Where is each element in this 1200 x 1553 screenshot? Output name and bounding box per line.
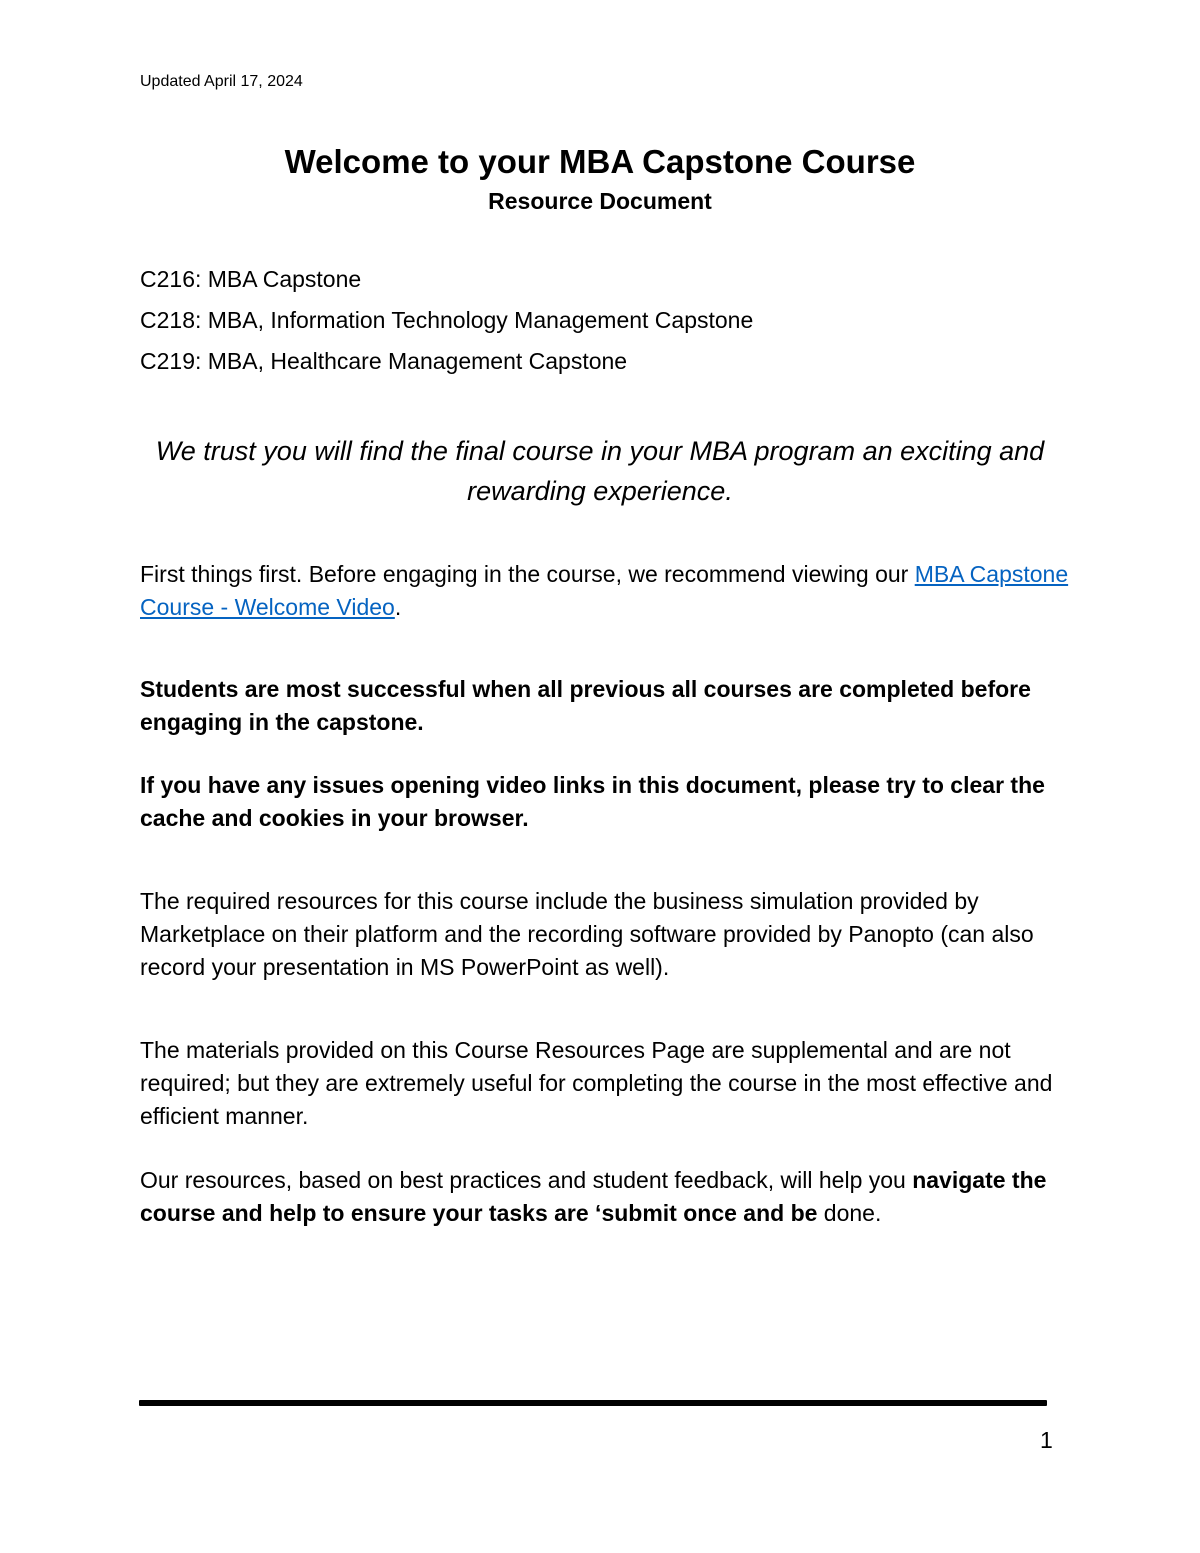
materials-paragraph: The materials provided on this Course Resources Page are supplemental and are not required; but they are extremely useful for completing the course in the most effective and efficient manner.	[140, 1037, 1053, 1129]
intro-text: First things first. Before engaging in the course, we recommend viewing our	[140, 561, 915, 587]
course-item: C218: MBA, Information Technology Management Capstone	[140, 307, 754, 333]
updated-date: Updated April 17, 2024	[140, 73, 303, 90]
intro-paragraph	[140, 558, 1070, 624]
resources-text: Our resources, based on best practices and student feedback, will help you	[140, 1167, 913, 1193]
resources-end-text: done.	[817, 1200, 882, 1226]
welcome-video-link[interactable]: MBA Capstone Course - Welcome Video	[140, 561, 1069, 620]
tagline: We trust you will find the final course in your MBA program an exciting and rewarding experience.	[155, 436, 1045, 506]
required-resources-paragraph: The required resources for this course include the business simulation provided by Marketplace on their platform and the recording software provided by Panopto (can also record your presentation in MS PowerPoint as well).	[140, 888, 1034, 980]
resources-bold-text: navigate the course and help to ensure your tasks are ‘submit once and be	[140, 1167, 1047, 1226]
resources-paragraph	[140, 1164, 1070, 1230]
issues-notice: If you have any issues opening video links in this document, please try to clear the cache and cookies in your browser.	[140, 772, 1045, 831]
success-notice: Students are most successful when all previous all courses are completed before engaging in the capstone.	[140, 676, 1031, 735]
course-item: C219: MBA, Healthcare Management Capstone	[140, 348, 628, 374]
document-title: Welcome to your MBA Capstone Course	[284, 143, 916, 180]
footer-divider	[139, 1400, 1047, 1406]
course-item: C216: MBA Capstone	[140, 266, 362, 292]
page-number: 1	[1040, 1427, 1053, 1453]
intro-period: .	[394, 594, 402, 620]
document-subtitle: Resource Document	[488, 188, 712, 214]
